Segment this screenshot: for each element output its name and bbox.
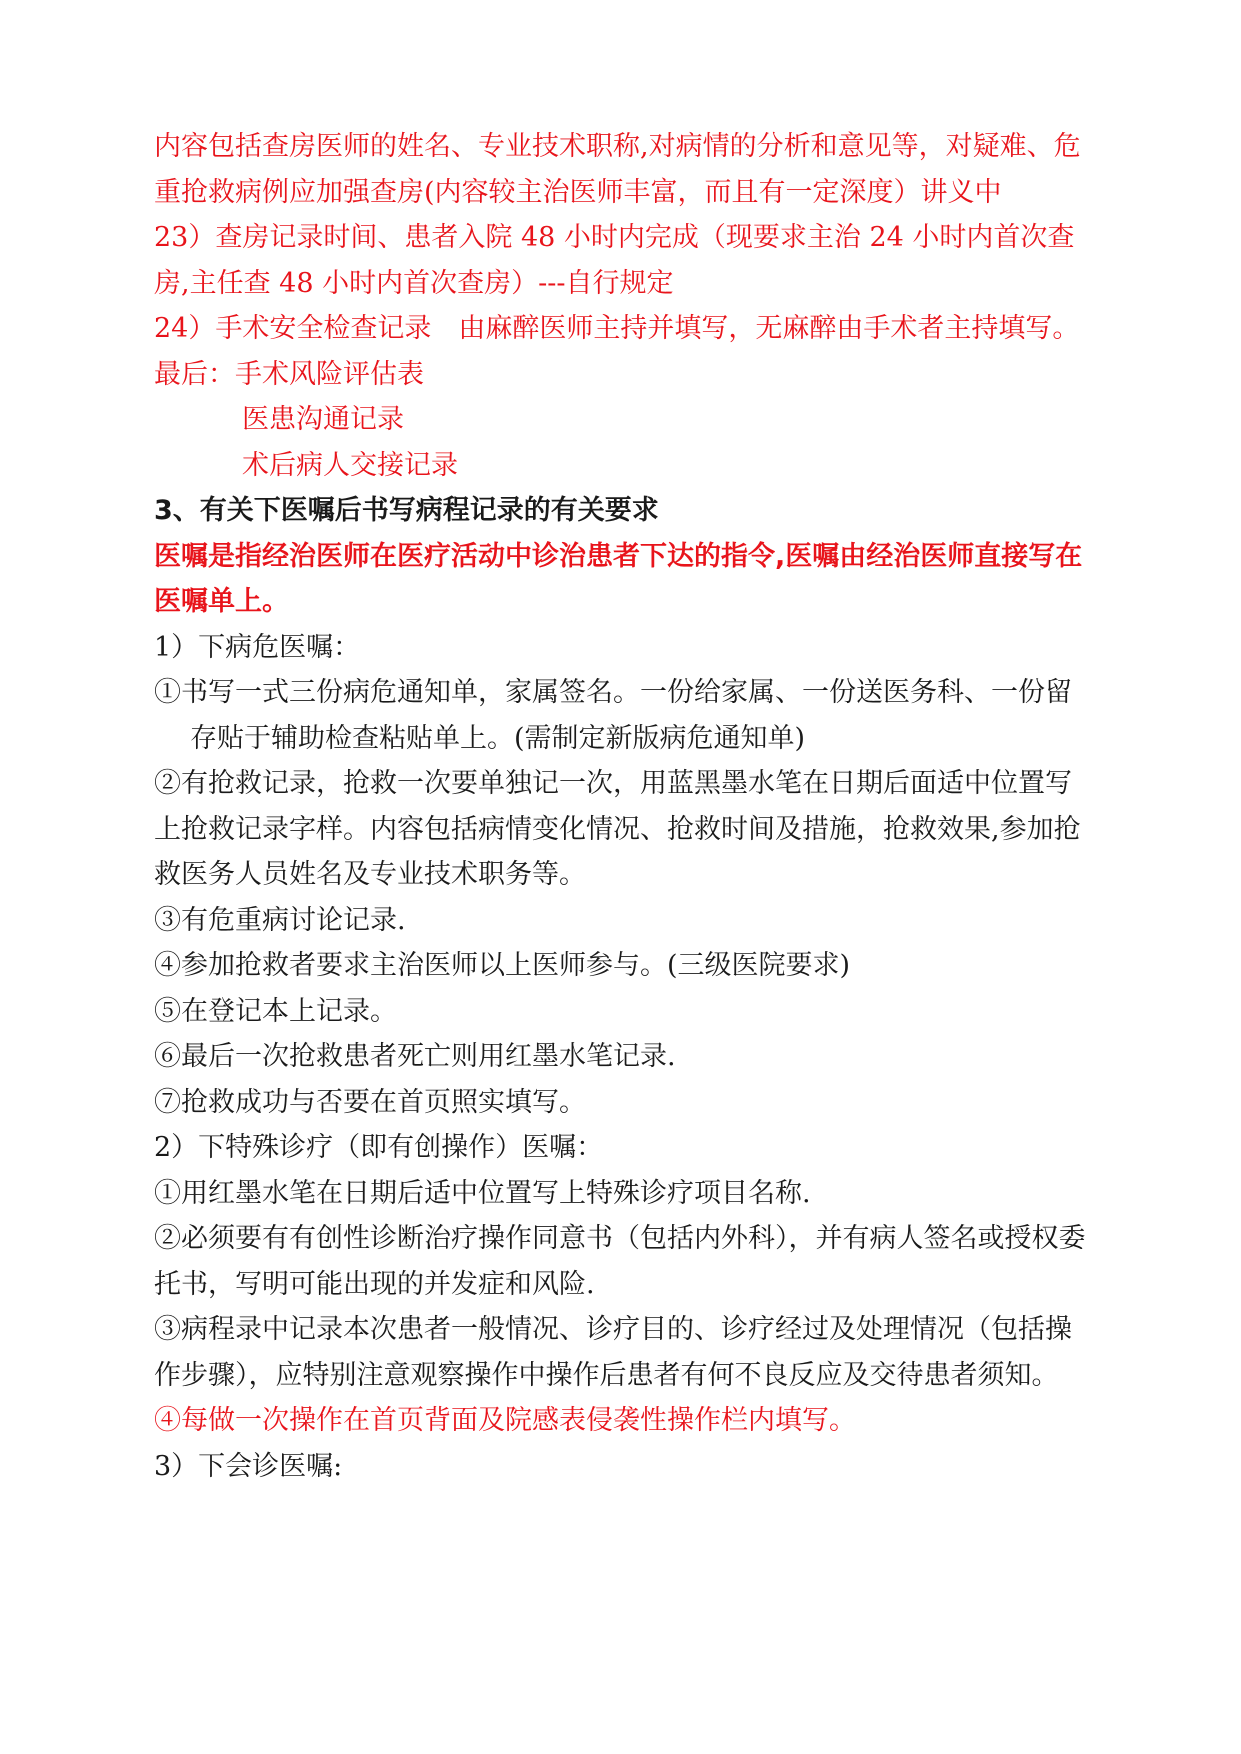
section-heading-3: 3、有关下医嘱后书写病程记录的有关要求 — [154, 495, 659, 526]
paragraph-handover-record: 术后病人交接记录 — [242, 449, 458, 481]
paragraph-communication-record: 医患沟通记录 — [242, 404, 404, 435]
list-item-7: ⑦抢救成功与否要在首页照实填写。 — [154, 1086, 586, 1118]
list-item-special-4: ④每做一次操作在首页背面及院感表侵袭性操作栏内填写。 — [154, 1405, 856, 1436]
paragraph-item-23: 23）查房记录时间、患者入院 48 小时内完成（现要求主治 24 小时内首次查房,主任查 48 小时内首次查房）---自行规定 — [154, 222, 1075, 299]
list-item-special-2: ②必须要有有创性诊断治疗操作同意书（包括内外科），并有病人签名或授权委托书，写明可能出现的并发症和风险. — [154, 1223, 1086, 1300]
paragraph-order-definition: 医嘱是指经治医师在医疗活动中诊治患者下达的指令,医嘱由经治医师直接写在医嘱单上。 — [154, 540, 1083, 617]
list-item-4: ④参加抢救者要求主治医师以上医师参与。(三级医院要求) — [154, 950, 851, 981]
document-page — [154, 124, 1094, 1489]
list-item-1: ①书写一式三份病危通知单，家属签名。一份给家属、一份送医务科、一份留存贴于辅助检查粘贴单上。(需制定新版病危通知单) — [154, 677, 1072, 754]
list-item-special-1: ①用红墨水笔在日期后适中位置写上特殊诊疗项目名称. — [154, 1177, 811, 1209]
paragraph-finally: 最后：手术风险评估表 — [154, 358, 424, 390]
list-item-3: ③有危重病讨论记录. — [154, 904, 406, 936]
list-item-5: ⑤在登记本上记录。 — [154, 995, 397, 1027]
subheading-special-treatment: 2）下特殊诊疗（即有创操作）医嘱： — [154, 1132, 604, 1163]
subheading-critical-order: 1）下病危医嘱： — [154, 631, 361, 663]
subheading-consultation: 3）下会诊医嘱: — [154, 1450, 343, 1482]
paragraph-ward-round-content: 内容包括查房医师的姓名、专业技术职称,对病情的分析和意见等，对疑难、危重抢救病例应加强查房(内容较主治医师丰富，而且有一定深度）讲义中 — [154, 131, 1081, 208]
list-item-special-3: ③病程录中记录本次患者一般情况、诊疗目的、诊疗经过及处理情况（包括操作步骤），应特别注意观察操作中操作后患者有何不良反应及交待患者须知。 — [154, 1314, 1072, 1391]
paragraph-item-24: 24）手术安全检查记录 由麻醉医师主持并填写，无麻醉由手术者主持填写。 — [154, 313, 1080, 344]
list-item-6: ⑥最后一次抢救患者死亡则用红墨水笔记录. — [154, 1041, 676, 1072]
list-item-2: ②有抢救记录，抢救一次要单独记一次，用蓝黑墨水笔在日期后面适中位置写上抢救记录字样。内容包括病情变化情况、抢救时间及措施，抢救效果,参加抢救医务人员姓名及专业技术职务等。 — [154, 768, 1081, 890]
